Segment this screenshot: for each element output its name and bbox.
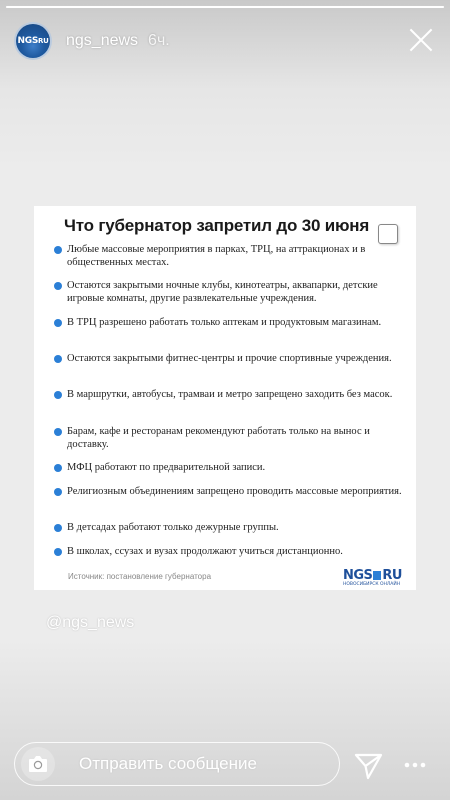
logo-brand — [343, 568, 402, 583]
bullet-icon — [54, 246, 62, 254]
list-item-text: Остаются закрытыми фитнес-центры и прочие спортивные учреждения. — [67, 353, 392, 364]
more-icon[interactable] — [404, 762, 426, 768]
list-item-text: В маршрутки, автобусы, трамваи и метро запрещено заходить без масок. — [67, 389, 393, 400]
bullet-icon — [54, 391, 62, 399]
list-item-text: Религиозным объединениям запрещено проводить массовые мероприятия. — [67, 486, 402, 497]
list-item — [54, 462, 406, 475]
list-item-text: Любые массовые мероприятия в парках, ТРЦ, на аттракционах и в общественных местах. — [67, 244, 366, 268]
logo-brand-text: NGS — [343, 568, 373, 583]
avatar[interactable] — [14, 22, 52, 60]
list-item-text: Барам, кафе и ресторанам рекомендуют работать только на вынос и доставку. — [67, 426, 370, 450]
message-placeholder: Отправить сообщение — [79, 754, 257, 773]
info-card — [34, 206, 416, 590]
list-item — [54, 426, 406, 451]
logo-square-icon — [373, 571, 381, 580]
avatar-suffix: RU — [38, 37, 49, 45]
story-progress-bar — [6, 6, 444, 8]
list-item — [54, 486, 406, 499]
send-icon[interactable] — [354, 752, 384, 780]
post-time: 6ч. — [148, 32, 170, 49]
avatar-text: NGS — [17, 36, 39, 46]
list-item-text: В детсадах работают только дежурные группы. — [67, 522, 279, 533]
bullet-icon — [54, 319, 62, 327]
bullet-icon — [54, 428, 62, 436]
bullet-icon — [54, 488, 62, 496]
list-item — [54, 522, 406, 535]
list-item-text: В ТРЦ разрешено работать только аптекам и продуктовым магазинам. — [67, 317, 382, 328]
camera-icon[interactable] — [21, 747, 55, 781]
username[interactable]: ngs_news — [66, 32, 139, 49]
close-icon[interactable] — [408, 27, 434, 53]
ngs-logo — [343, 564, 402, 586]
story-footer — [0, 734, 450, 800]
message-input[interactable] — [14, 742, 340, 786]
list-item-text: МФЦ работают по предварительной записи. — [67, 462, 266, 473]
list-item-text: В школах, ссузах и вузах продолжают учиться дистанционно. — [67, 546, 343, 557]
list-item — [54, 244, 406, 269]
logo-suffix: RU — [382, 568, 402, 583]
list-item-text: Остаются закрытыми ночные клубы, кинотеатры, аквапарки, детские игровые комнаты, другие развлекательные учреждения. — [67, 280, 378, 304]
list-item — [54, 546, 406, 559]
list-item — [54, 280, 406, 305]
bullet-icon — [54, 282, 62, 290]
bullet-icon — [54, 464, 62, 472]
list-item — [54, 317, 406, 330]
card-title: Что губернатор запретил до 30 июня — [64, 216, 370, 235]
list-item — [54, 389, 406, 402]
bullet-icon — [54, 355, 62, 363]
list-item — [54, 353, 406, 366]
story-progress-fill — [6, 6, 444, 8]
watermark: @ngs_news — [46, 614, 135, 631]
bullet-icon — [54, 524, 62, 532]
bullet-icon — [54, 548, 62, 556]
source-note: Источник: постановление губернатора — [68, 572, 212, 581]
logo-tagline: НОВОСИБИРСК ОНЛАЙН — [343, 582, 401, 587]
story-header — [14, 20, 436, 62]
checkbox-icon — [378, 224, 398, 244]
